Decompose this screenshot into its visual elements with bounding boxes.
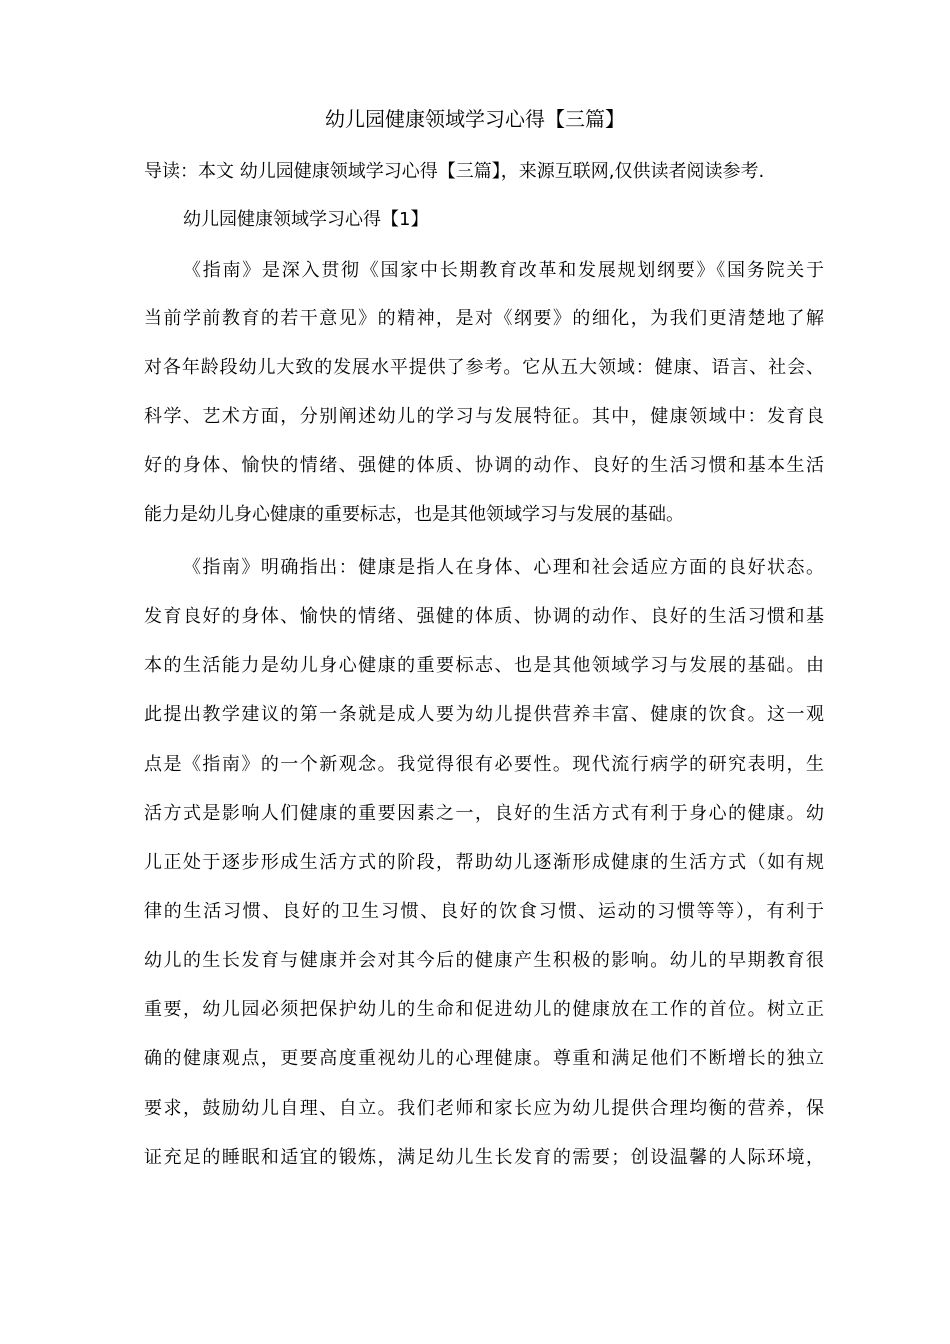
paragraph-1-line: 《指南》是深入贯彻《国家中长期教育改革和发展规划纲要》《国务院关于 xyxy=(183,260,824,281)
paragraph-1-line: 对各年龄段幼儿大致的发展水平提供了参考。它从五大领域：健康、语言、社会、 xyxy=(144,357,824,378)
section-heading: 幼儿园健康领域学习心得【1】 xyxy=(183,209,429,230)
paragraph-2-line: 儿正处于逐步形成生活方式的阶段，帮助幼儿逐渐形成健康的生活方式（如有规 xyxy=(144,852,824,873)
paragraph-2-line: 确的健康观点，更要高度重视幼儿的心理健康。尊重和满足他们不断增长的独立 xyxy=(144,1048,824,1069)
paragraph-2-line: 活方式是影响人们健康的重要因素之一，良好的生活方式有利于身心的健康。幼 xyxy=(144,803,824,824)
paragraph-2-line: 证充足的睡眠和适宜的锻炼，满足幼儿生长发育的需要；创设温馨的人际环境， xyxy=(144,1147,824,1168)
paragraph-2-line: 此提出教学建议的第一条就是成人要为幼儿提供营养丰富、健康的饮食。这一观 xyxy=(144,704,824,725)
lead-text: 导读：本文 幼儿园健康领域学习心得【三篇】，来源互联网,仅供读者阅读参考. xyxy=(144,161,765,182)
paragraph-1-line: 能力是幼儿身心健康的重要标志，也是其他领域学习与发展的基础。 xyxy=(144,504,684,525)
paragraph-1-line: 科学、艺术方面，分别阐述幼儿的学习与发展特征。其中，健康领域中：发育良 xyxy=(144,406,824,427)
document-title: 幼儿园健康领域学习心得【三篇】 xyxy=(325,107,625,131)
paragraph-1-line: 当前学前教育的若干意见》的精神，是对《纲要》的细化，为我们更清楚地了解 xyxy=(144,308,824,329)
paragraph-2-line: 本的生活能力是幼儿身心健康的重要标志、也是其他领域学习与发展的基础。由 xyxy=(144,655,824,676)
paragraph-2-line: 《指南》明确指出：健康是指人在身体、心理和社会适应方面的良好状态。 xyxy=(183,557,824,578)
paragraph-2-line: 发育良好的身体、愉快的情绪、强健的体质、协调的动作、良好的生活习惯和基 xyxy=(144,606,824,627)
paragraph-2-line: 点是《指南》的一个新观念。我觉得很有必要性。现代流行病学的研究表明，生 xyxy=(144,754,824,775)
paragraph-1-line: 好的身体、愉快的情绪、强健的体质、协调的动作、良好的生活习惯和基本生活 xyxy=(144,455,824,476)
paragraph-2-line: 重要，幼儿园必须把保护幼儿的生命和促进幼儿的健康放在工作的首位。树立正 xyxy=(144,999,824,1020)
paragraph-2-line: 律的生活习惯、良好的卫生习惯、良好的饮食习惯、运动的习惯等等），有利于 xyxy=(144,901,824,922)
paragraph-2-line: 要求，鼓励幼儿自理、自立。我们老师和家长应为幼儿提供合理均衡的营养，保 xyxy=(144,1098,824,1119)
paragraph-2-line: 幼儿的生长发育与健康并会对其今后的健康产生积极的影响。幼儿的早期教育很 xyxy=(144,950,824,971)
